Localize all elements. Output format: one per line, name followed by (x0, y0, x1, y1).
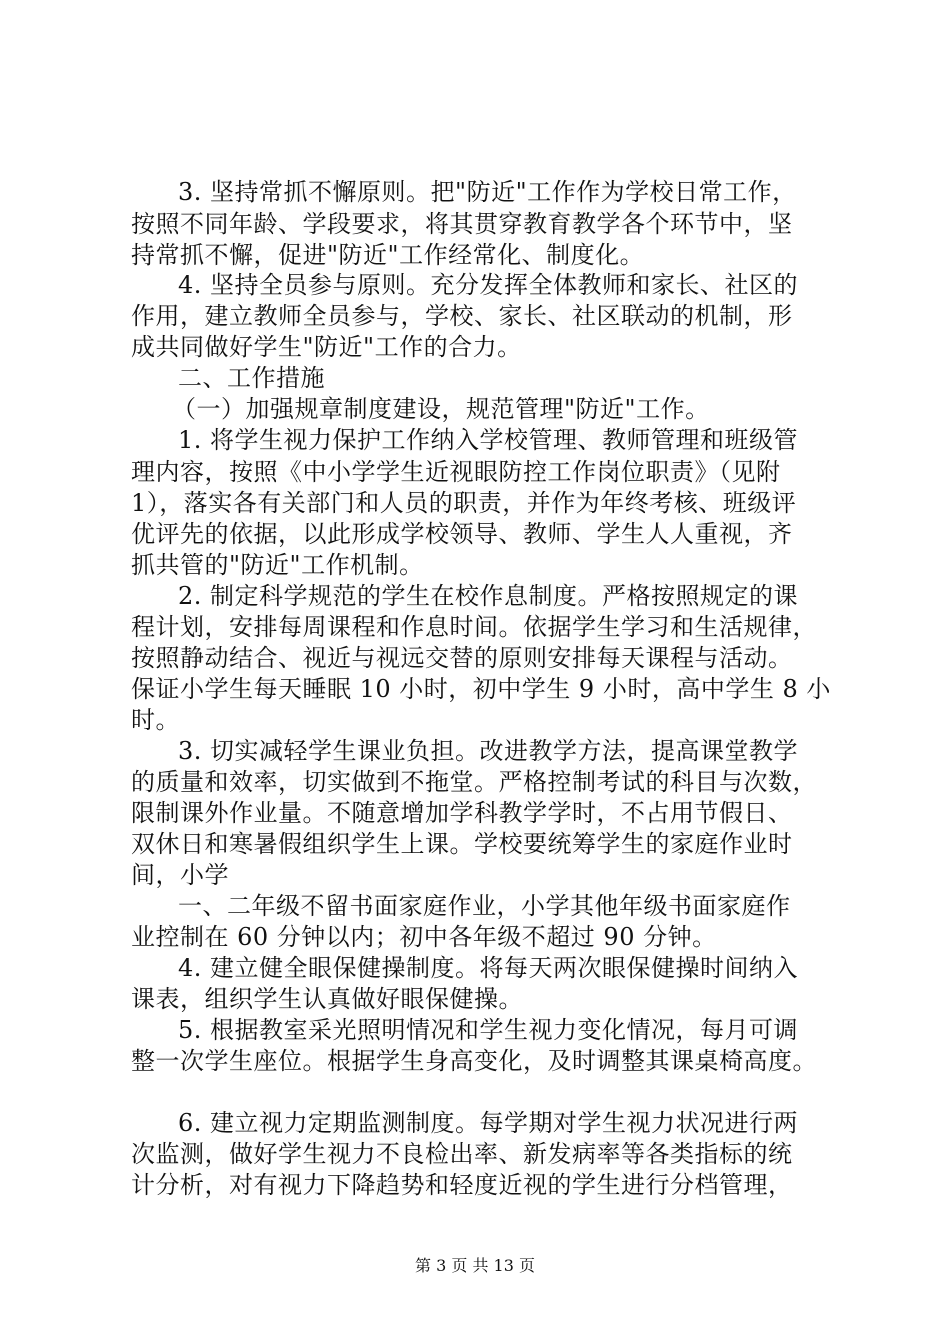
text-line: 整一次学生座位。根据学生身高变化，及时调整其课桌椅高度。 (131, 1047, 817, 1075)
text-line: 5. 根据教室采光照明情况和学生视力变化情况，每月可调 (178, 1016, 799, 1044)
page-number-footer: 第 3 页 共 13 页 (415, 1256, 535, 1275)
text-line: 保证小学生每天睡眠 10 小时，初中学生 9 小时，高中学生 8 小 (131, 675, 831, 703)
text-line: 双休日和寒暑假组织学生上课。学校要统筹学生的家庭作业时 (131, 830, 793, 858)
text-line: 一、二年级不留书面家庭作业，小学其他年级书面家庭作 (178, 892, 791, 920)
text-line: 理内容，按照《中小学学生近视眼防控工作岗位职责》（见附 (131, 458, 781, 486)
text-line: 程计划，安排每周课程和作息时间。依据学生学习和生活规律， (131, 613, 817, 641)
text-line: 的质量和效率，切实做到不拖堂。严格控制考试的科目与次数， (131, 768, 817, 796)
text-line: 课表，组织学生认真做好眼保健操。 (131, 985, 523, 1013)
text-line: 优评先的依据，以此形成学校领导、教师、学生人人重视，齐 (131, 520, 793, 548)
section-heading: 二、工作措施 (178, 364, 325, 392)
text-line: 持常抓不懈，促进"防近"工作经常化、制度化。 (131, 241, 645, 269)
text-line: 间，小学 (131, 861, 229, 889)
text-line: 计分析，对有视力下降趋势和轻度近视的学生进行分档管理， (131, 1171, 793, 1199)
text-line: 限制课外作业量。不随意增加学科教学学时，不占用节假日、 (131, 799, 793, 827)
text-line: 3. 切实减轻学生课业负担。改进教学方法，提高课堂教学 (178, 737, 799, 765)
text-line: 时。 (131, 706, 180, 734)
text-line: 1. 将学生视力保护工作纳入学校管理、教师管理和班级管 (178, 426, 799, 454)
text-line: 成共同做好学生"防近"工作的合力。 (131, 333, 522, 361)
text-line: 作用，建立教师全员参与，学校、家长、社区联动的机制，形 (131, 302, 793, 330)
text-line: 4. 建立健全眼保健操制度。将每天两次眼保健操时间纳入 (178, 954, 799, 982)
text-line: 2. 制定科学规范的学生在校作息制度。严格按照规定的课 (178, 582, 799, 610)
text-line: 按照不同年龄、学段要求，将其贯穿教育教学各个环节中，坚 (131, 210, 793, 238)
subsection-heading-text: （一）加强规章制度建设，规范管理"防近"工作。 (172, 395, 710, 423)
text-line: 按照静动结合、视近与视远交替的原则安排每天课程与活动。 (131, 644, 793, 672)
text-line: 抓共管的"防近"工作机制。 (131, 551, 424, 579)
text-line: 6. 建立视力定期监测制度。每学期对学生视力状况进行两 (178, 1109, 799, 1137)
text-line: 4. 坚持全员参与原则。充分发挥全体教师和家长、社区的 (178, 271, 799, 299)
text-line: 1），落实各有关部门和人员的职责，并作为年终考核、班级评 (131, 489, 797, 517)
text-line: 3. 坚持常抓不懈原则。把"防近"工作作为学校日常工作， (178, 178, 797, 206)
text-line: 次监测，做好学生视力不良检出率、新发病率等各类指标的统 (131, 1140, 793, 1168)
text-line: 业控制在 60 分钟以内；初中各年级不超过 90 分钟。 (131, 923, 717, 951)
